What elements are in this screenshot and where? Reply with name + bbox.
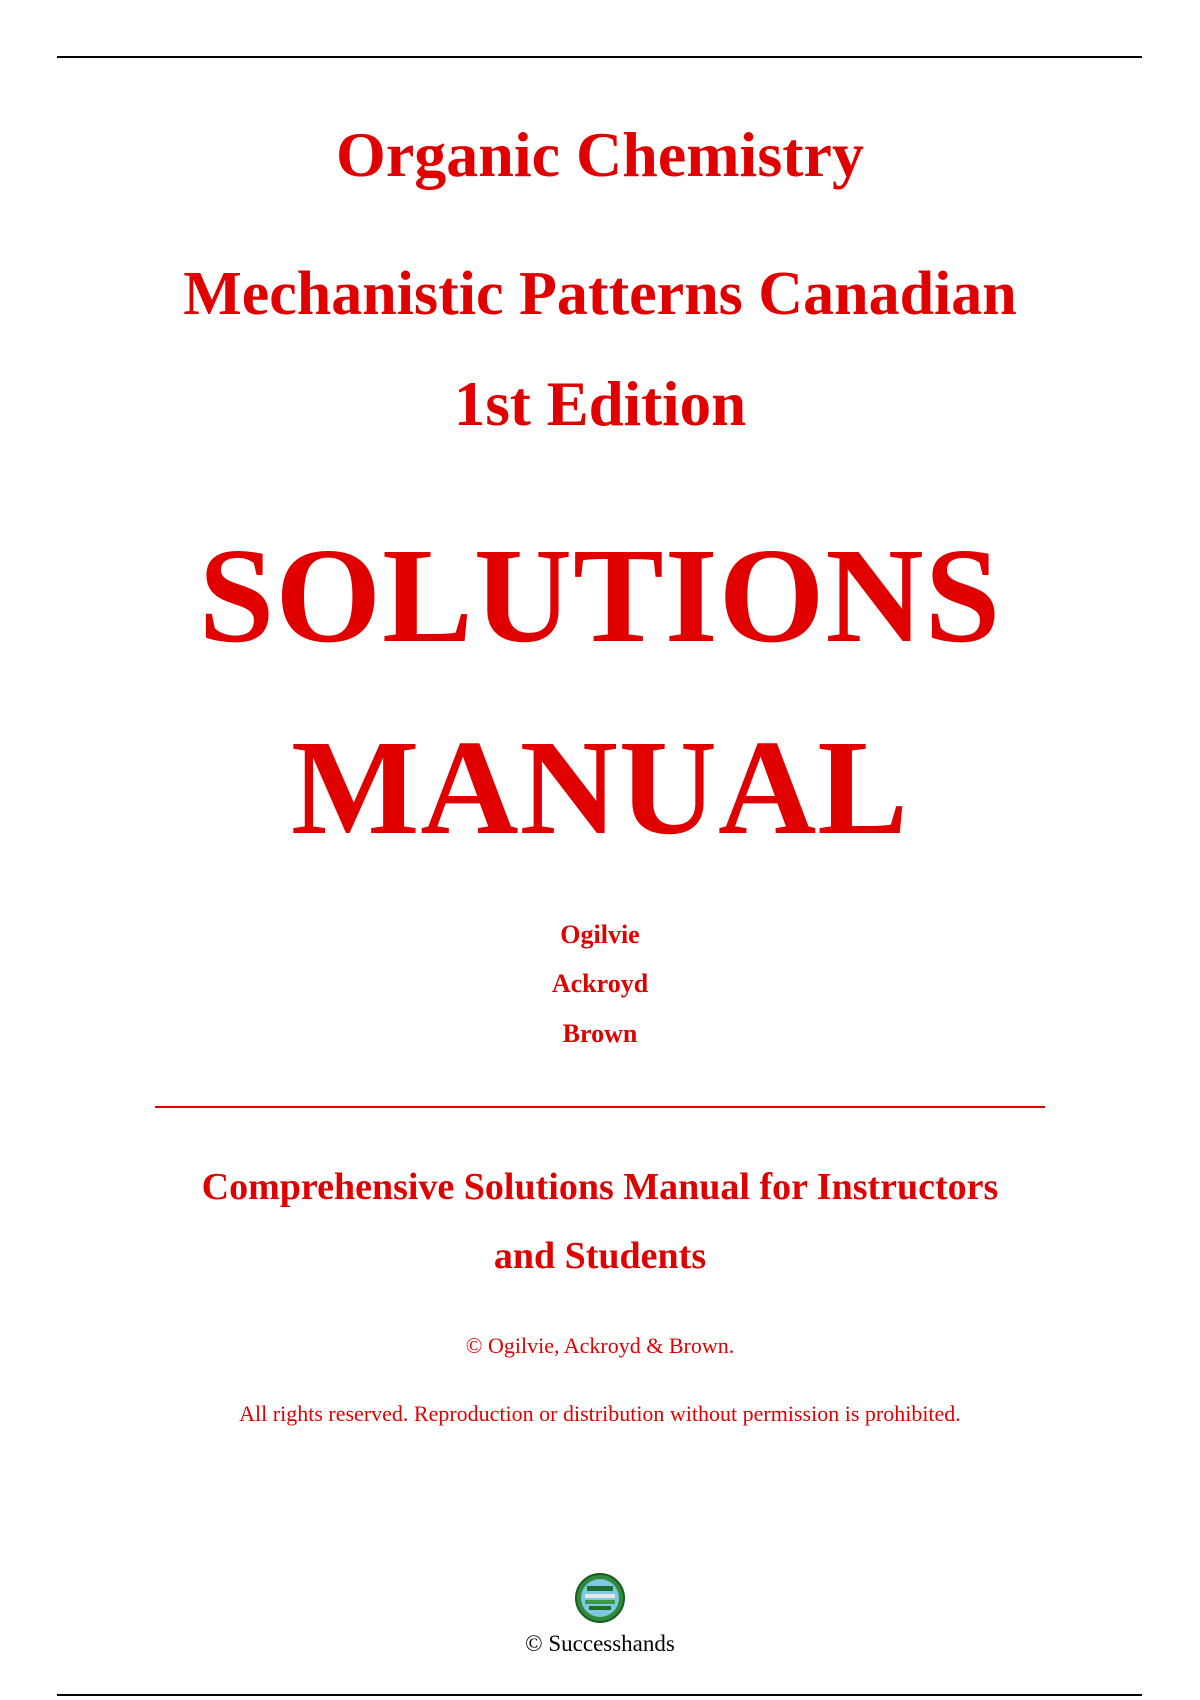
subtitle-line-2: and Students (493, 1235, 707, 1277)
footer-credit: © Successhands (525, 1631, 675, 1656)
book-title-line-1: Organic Chemistry (336, 119, 864, 190)
subtitle-line-1: Comprehensive Solutions Manual for Instructors (201, 1166, 999, 1208)
copyright-notice: © Ogilvie, Ackroyd & Brown. (465, 1333, 735, 1358)
divider-rule (155, 1106, 1045, 1108)
author-name: Brown (562, 1019, 638, 1048)
book-title-line-2: Mechanistic Patterns Canadian (183, 260, 1017, 328)
successhands-logo-icon (575, 1573, 625, 1623)
heading-manual: MANUAL (291, 713, 909, 863)
rights-notice: All rights reserved. Reproduction or distribution without permission is prohibited. (239, 1401, 961, 1426)
author-name: Ogilvie (560, 920, 640, 949)
book-edition: 1st Edition (453, 369, 747, 439)
author-name: Ackroyd (551, 969, 649, 998)
heading-solutions: SOLUTIONS (198, 521, 1002, 671)
bottom-rule (57, 1694, 1142, 1696)
top-rule (57, 56, 1142, 58)
